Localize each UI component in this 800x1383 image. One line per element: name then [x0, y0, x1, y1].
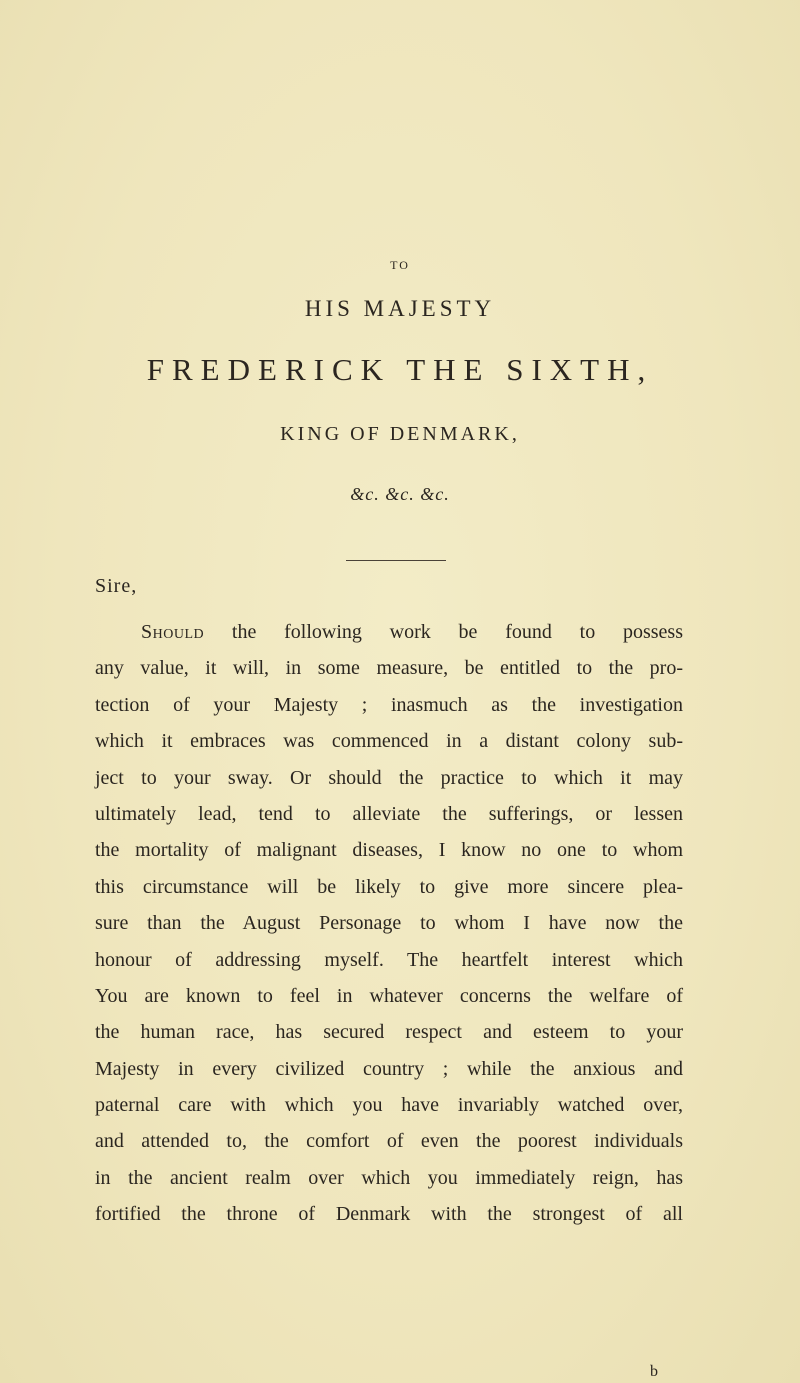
- letter-line: ultimately lead, tend to alleviate the sufferings, or lessen: [95, 802, 683, 825]
- letter-line: sure than the August Personage to whom I have now the: [95, 912, 683, 935]
- dedication-king-name: FREDERICK THE SIXTH,: [146, 352, 654, 387]
- dedication-kingdom: KING OF DENMARK,: [280, 423, 520, 445]
- letter-line: which it embraces was commenced in a distant colony sub-: [95, 730, 683, 753]
- dedication-etc: &c. &c. &c.: [350, 484, 450, 504]
- letter-line: any value, it will, in some measure, be entitled to the pro-: [95, 657, 683, 680]
- letter-line: the human race, has secured respect and esteem to your: [95, 1021, 683, 1044]
- dedication-to: TO: [390, 258, 410, 272]
- letter-line: this circumstance will be likely to give more sincere plea-: [95, 875, 683, 898]
- letter-line: paternal care with which you have invariably watched over,: [95, 1094, 683, 1117]
- opening-word: Should: [141, 621, 205, 643]
- section-divider: [346, 560, 446, 561]
- letter-body: [95, 614, 683, 1233]
- letter-line: ject to your sway. Or should the practice to which it may: [95, 766, 683, 789]
- letter-line: in the ancient realm over which you immediately reign, has: [95, 1166, 683, 1189]
- letter-line: You are known to feel in whatever concerns the welfare of: [95, 984, 683, 1007]
- dedication-his-majesty: HIS MAJESTY: [304, 296, 496, 321]
- letter-line: Should the following work be found to possess: [141, 621, 683, 643]
- letter-line: tection of your Majesty ; inasmuch as the investigation: [95, 693, 683, 716]
- salutation: Sire,: [95, 575, 138, 597]
- letter-line: honour of addressing myself. The heartfelt interest which: [95, 948, 683, 971]
- letter-line: fortified the throne of Denmark with the strongest of all: [95, 1203, 683, 1226]
- letter-line: and attended to, the comfort of even the poorest individuals: [95, 1130, 683, 1153]
- letter-line: the mortality of malignant diseases, I know no one to whom: [95, 839, 683, 862]
- signature-mark: b: [650, 1363, 658, 1380]
- letter-line: Majesty in every civilized country ; while the anxious and: [95, 1057, 683, 1080]
